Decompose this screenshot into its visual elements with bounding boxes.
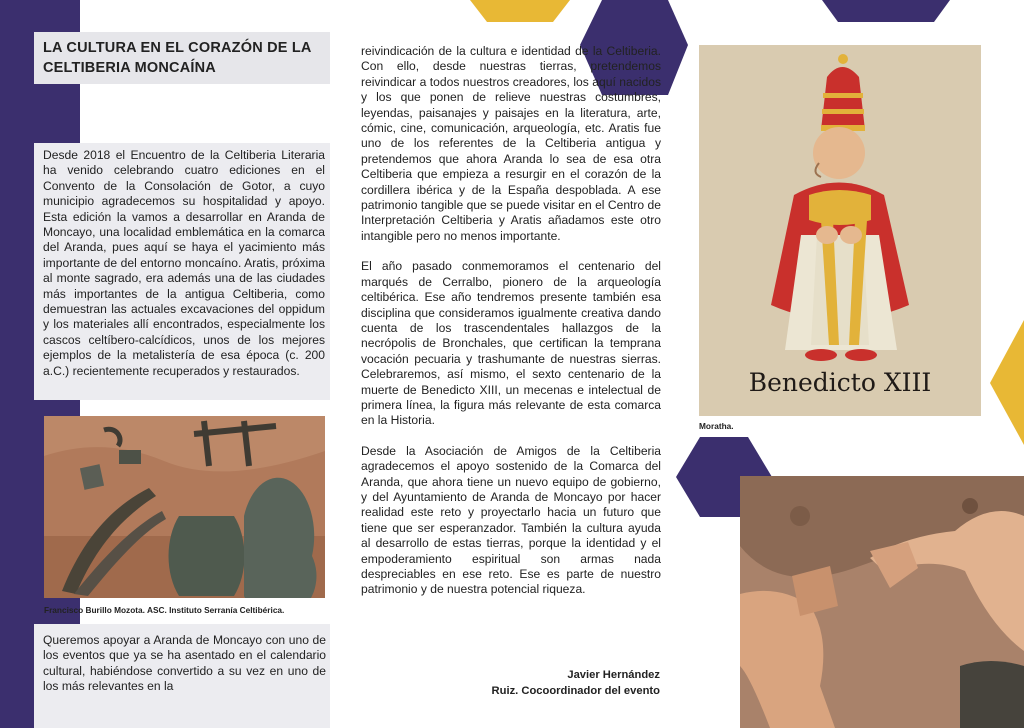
illustration-caption: Moratha.	[699, 421, 734, 431]
column2-paragraph-2: El año pasado conmemoramos el centenario del marqués de Cerralbo, pionero de la arqueología celtibérica. Ese año tendremos presente también esa disciplina que consideramos igualmente creativa dando cuenta de los trascendentales hallazgos de la necrópolis de Bronchales, que certifican la temprana vocación pecuaria y trashumante de nuestras sierras. Celebraremos, así mismo, el sexto centenario de la muerte de Benedicto XIII, un mecenas e intelectual de primera línea, la figura más relevante de esta comarca en la Historia.	[361, 259, 661, 428]
hexagon-purple-topright	[822, 0, 950, 22]
signature	[470, 667, 660, 699]
column2-paragraph-1: reivindicación de la cultura e identidad de la Celtiberia. Con ello, desde nuestras tierras, pretendemos reivindicar a todos nuestros creadores, los aquí nacidos y los que ponen de relieve nuestras costumbres, leyendas, paisanajes y paisajes en la literatura, arte, cómic, cine, comunicación, arqueología, etc. Aratis fue uno de los referentes de la Celtiberia antigua y pretendemos que ahora Aranda lo sea de esa otra Celtiberia que empieza a resurgir en el corazón de la cordillera ibérica y de la España despoblada. A ese patrimonio tangible que se puede visitar en el Centro de Interpretación Celtiberia y Aratis añadamos este otro intangible pero no menos importante.	[361, 44, 661, 243]
middle-column	[361, 44, 661, 613]
pottery-hands-photo	[740, 476, 1024, 728]
benedicto-illustration	[699, 45, 981, 416]
column2-paragraph-3: Desde la Asociación de Amigos de la Celtiberia agradecemos el apoyo sostenido de la Comarca del Aranda, que ahora tiene un nuevo equipo de gobierno, y del Ayuntamiento de Aranda de Moncayo por hacer realidad este reto y proyectarlo hacia un futuro que tiene que ser esperanzador. También la cultura ayuda al desarrollo de estas tierras, porque la identidad y el empoderamiento espiritual son armas nada despreciables en ese reto. Ese es parte de nuestro patrimonio y de nuestra potencial riqueza.	[361, 443, 661, 597]
signature-name: Javier Hernández	[567, 669, 660, 681]
artifacts-photo	[44, 416, 325, 598]
hexagon-gold-right	[990, 320, 1024, 445]
photo-caption: Francisco Burillo Mozota. ASC. Instituto Serranía Celtibérica.	[44, 605, 285, 615]
paragraph-1: Desde 2018 el Encuentro de la Celtiberia Literaria ha venido celebrando cuatro ediciones en el Convento de la Consolación de Gotor, a cuyo municipio agradecemos su hospitalidad y apoyo. Esta edición la vamos a desarrollar en Aranda de Moncayo, una localidad emblemática en la comarca del Aranda, pues aquí se haya el yacimiento más importante de del entorno moncaíno. Aratis, próxima al monte sagrado, era además una de las ciudades más importantes de la antigua Celtiberia, como demuestran las actuales excavaciones del oppidum y los materiales allí encontrados, especialmente los cascos celtíbero-calcídicos, unos de los mejores ejemplos de la metalistería de esa época (c. 200 a.C.) recientemente recuperados y restaurados.	[43, 148, 325, 378]
paragraph-2: Queremos apoyar a Aranda de Moncayo con uno de los eventos que ya se ha asentado en el calendario cultural, habiéndose convertido a su vez en uno de los más relevantes en la	[43, 633, 326, 694]
page-title: LA CULTURA EN EL CORAZÓN DE LA CELTIBERIA MONCAÍNA	[43, 40, 312, 76]
signature-role: Ruiz. Cocoordinador del evento	[491, 685, 660, 697]
hexagon-gold-top	[470, 0, 570, 22]
illustration-label: Benedicto XIII	[748, 368, 932, 397]
